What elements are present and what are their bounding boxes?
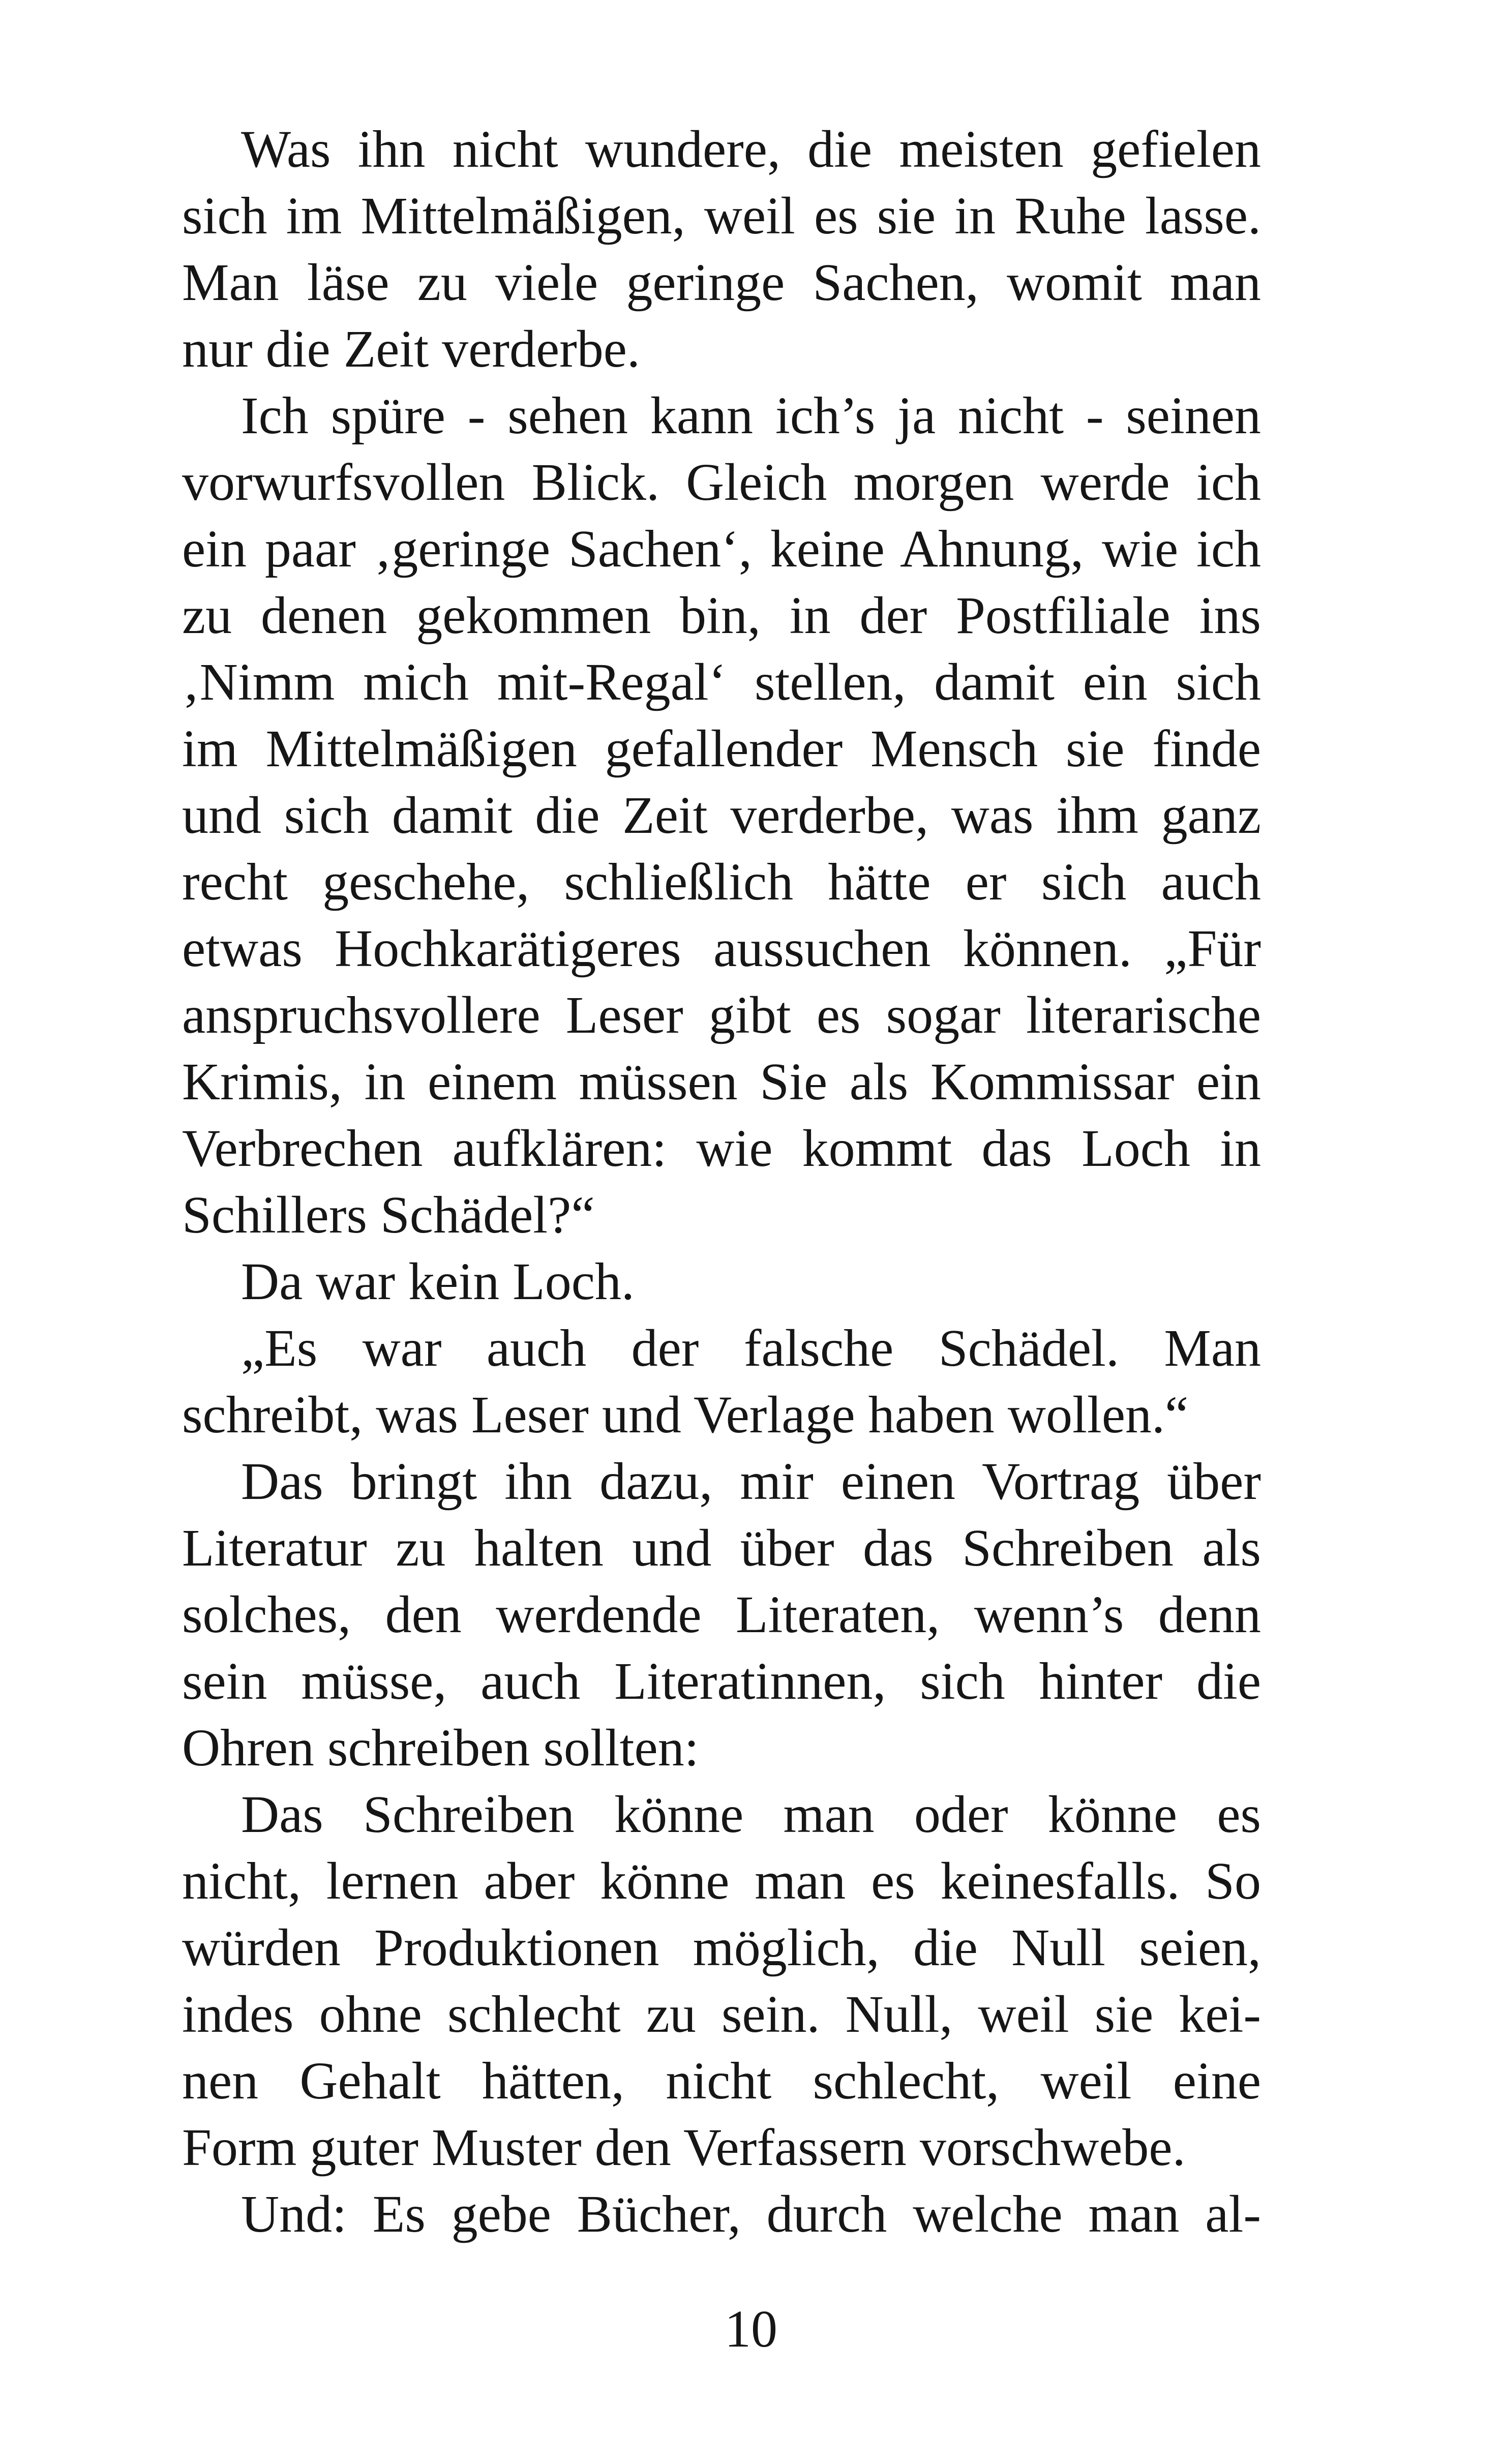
text-line: solches, den werdende Literaten, wenn’s denn: [182, 1585, 1261, 1644]
text-line: recht geschehe, schließlich hätte er sich auch: [182, 853, 1261, 911]
text-line: ein paar ‚geringe Sachen‘, keine Ahnung, wie ich: [182, 520, 1261, 578]
text-line: zu denen gekommen bin, in der Postfiliale ins: [182, 586, 1261, 645]
body-text: [182, 116, 1261, 2247]
book-page: [182, 116, 1261, 2247]
text-line: Was ihn nicht wundere, die meisten gefielen: [241, 120, 1261, 178]
text-line: nur die Zeit verderbe.: [182, 320, 640, 378]
text-line: Man läse zu viele geringe Sachen, womit man: [182, 253, 1261, 312]
text-line: schreibt, was Leser und Verlage haben wollen.“: [182, 1386, 1189, 1444]
text-line: Form guter Muster den Verfassern vorschwebe.: [182, 2118, 1186, 2177]
text-line: vorwurfsvollen Blick. Gleich morgen werde ich: [182, 453, 1261, 512]
paragraph: [182, 382, 1261, 1248]
text-line: und sich damit die Zeit verderbe, was ihm ganz: [182, 786, 1261, 845]
text-line: indes ohne schlecht zu sein. Null, weil sie kei-: [182, 1985, 1261, 2044]
text-line: Das bringt ihn dazu, mir einen Vortrag über: [241, 1452, 1261, 1511]
text-line: sich im Mittelmäßigen, weil es sie in Ruhe lasse.: [182, 187, 1261, 245]
paragraph: [182, 1448, 1261, 1781]
text-line: Verbrechen aufklären: wie kommt das Loch in: [182, 1119, 1261, 1178]
text-line: nen Gehalt hätten, nicht schlecht, weil eine: [182, 2052, 1261, 2110]
text-line: Krimis, in einem müssen Sie als Kommissar ein: [182, 1053, 1261, 1111]
text-line: Das Schreiben könne man oder könne es: [241, 1785, 1261, 1844]
paragraph: [182, 1781, 1261, 2181]
text-line: würden Produktionen möglich, die Null seien,: [182, 1918, 1261, 1977]
text-line: anspruchsvollere Leser gibt es sogar literarische: [182, 986, 1261, 1044]
text-line: Und: Es gebe Bücher, durch welche man al-: [241, 2185, 1261, 2243]
text-line: sein müsse, auch Literatinnen, sich hinter die: [182, 1652, 1261, 1710]
text-line: ‚Nimm mich mit-Regal‘ stellen, damit ein sich: [182, 653, 1261, 711]
paragraph: [182, 1315, 1261, 1448]
text-line: Ohren schreiben sollten:: [182, 1719, 699, 1777]
paragraph: [182, 2181, 1261, 2247]
text-line: „Es war auch der falsche Schädel. Man: [241, 1319, 1261, 1377]
text-line: Literatur zu halten und über das Schreiben als: [182, 1519, 1261, 1577]
paragraph: [182, 116, 1261, 382]
text-line: etwas Hochkarätigeres aussuchen können. „Für: [182, 919, 1261, 978]
text-line: Da war kein Loch.: [241, 1252, 635, 1311]
text-line: Ich spüre - sehen kann ich’s ja nicht - seinen: [241, 386, 1261, 445]
page-number: 10: [725, 2300, 777, 2358]
paragraph: [182, 1248, 1261, 1315]
text-line: im Mittelmäßigen gefallender Mensch sie finde: [182, 719, 1261, 778]
text-line: Schillers Schädel?“: [182, 1186, 595, 1244]
text-line: nicht, lernen aber könne man es keinesfalls. So: [182, 1852, 1261, 1910]
